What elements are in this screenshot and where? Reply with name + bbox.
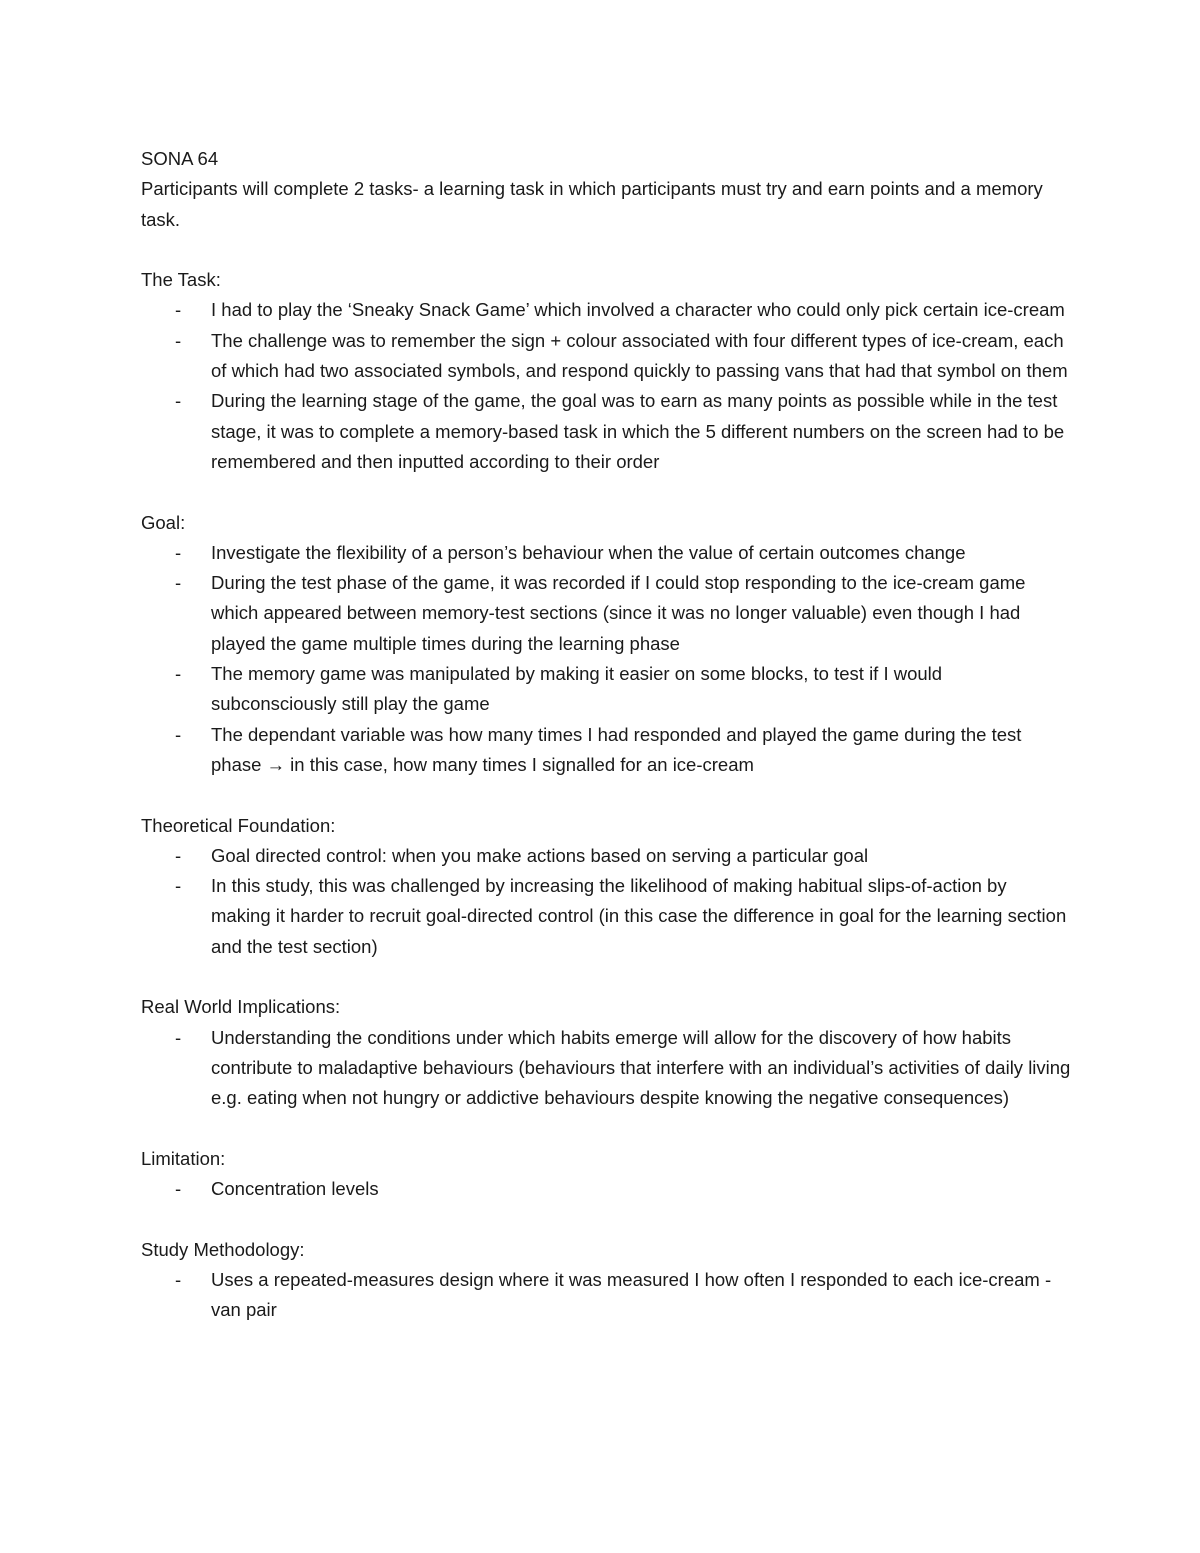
bullet-item [141,386,1071,477]
section-heading: Real World Implications: [141,996,341,1018]
bullet-text: The challenge was to remember the sign + colour associated with four different types of ice-cream, each of which had two associated symbols, and respond quickly to passing vans that had that symbol on them [211,329,1068,382]
bullet-list [141,841,1071,962]
section-real-world-implications [141,992,1071,1113]
bullet-item [141,720,1071,781]
document-title: SONA 64 [141,148,219,169]
paragraph-gap [141,1114,1071,1144]
bullet-item [141,1265,1071,1326]
bullet-list [141,1174,1071,1204]
section-heading: Goal: [141,511,186,533]
section-theoretical-foundation [141,811,1071,962]
bullet-list [141,538,1071,780]
bullet-dash: - [175,329,182,351]
bullet-text: In this study, this was challenged by increasing the likelihood of making habitual slips-of-action by making it harder to recruit goal-directed control (in this case the difference in goal for the learning section and the test section) [211,875,1067,957]
bullet-text: The dependant variable was how many times I had responded and played the game during the test phase → in this case, how many times I signalled for an ice-cream [211,723,1022,775]
bullet-item [141,841,1071,871]
paragraph-gap [141,962,1071,992]
bullet-dash: - [175,390,182,412]
bullet-item [141,659,1071,720]
paragraph-gap [141,235,1071,265]
bullet-dash: - [175,663,182,685]
bullet-item [141,295,1071,325]
section-heading: Limitation: [141,1147,226,1169]
bullet-text: During the learning stage of the game, the goal was to earn as many points as possible while in the test stage, it was to complete a memory-based task in which the 5 different numbers on the screen had to be remembered and then inputted according to their order [211,390,1065,472]
bullet-item [141,538,1071,568]
paragraph-gap [141,780,1071,810]
bullet-dash: - [175,844,182,866]
intro-paragraph: Participants will complete 2 tasks- a learning task in which participants must try and earn points and a memory task. [141,178,1043,230]
section-heading: Theoretical Foundation: [141,814,336,836]
bullet-text: Concentration levels [211,1178,379,1200]
bullet-text: Understanding the conditions under which habits emerge will allow for the discovery of how habits contribute to maladaptive behaviours (behaviours that interfere with an individual’s activities of daily living e.g. eating when not hungry or addictive behaviours despite knowing the negative consequences) [211,1026,1071,1109]
bullet-item [141,1023,1071,1114]
bullet-dash: - [175,572,182,594]
section-heading: Study Methodology: [141,1238,305,1260]
bullet-dash: - [175,875,182,897]
bullet-item [141,326,1071,387]
bullet-list [141,1023,1071,1114]
bullet-dash: - [175,723,182,745]
section-limitation [141,1144,1071,1205]
bullet-text: I had to play the ‘Sneaky Snack Game’ which involved a character who could only pick certain ice-cream [211,299,1065,321]
paragraph-gap [141,477,1071,507]
bullet-dash: - [175,1268,182,1290]
section-study-methodology [141,1235,1071,1326]
paragraph-gap [141,1204,1071,1234]
bullet-text: Uses a repeated-measures design where it was measured I how often I responded to each ice-cream - van pair [211,1268,1052,1321]
bullet-text: During the test phase of the game, it was recorded if I could stop responding to the ice-cream game which appeared between memory-test sections (since it was no longer valuable) even though I had played the game multiple times during the learning phase [211,572,1026,654]
section-heading: The Task: [141,269,221,291]
bullet-dash: - [175,299,182,321]
bullet-item [141,1174,1071,1204]
section-goal [141,508,1071,781]
bullet-list [141,295,1071,477]
bullet-text: The memory game was manipulated by making it easier on some blocks, to test if I would subconsciously still play the game [211,663,943,715]
bullet-text: Investigate the flexibility of a person’s behaviour when the value of certain outcomes change [211,541,966,563]
bullet-list [141,1265,1071,1326]
section-the-task [141,265,1071,477]
bullet-item [141,568,1071,659]
document-body [141,144,1071,1326]
bullet-dash: - [175,1178,182,1200]
bullet-dash: - [175,1026,182,1048]
bullet-item [141,871,1071,962]
bullet-dash: - [175,541,182,563]
bullet-text: Goal directed control: when you make actions based on serving a particular goal [211,844,869,866]
